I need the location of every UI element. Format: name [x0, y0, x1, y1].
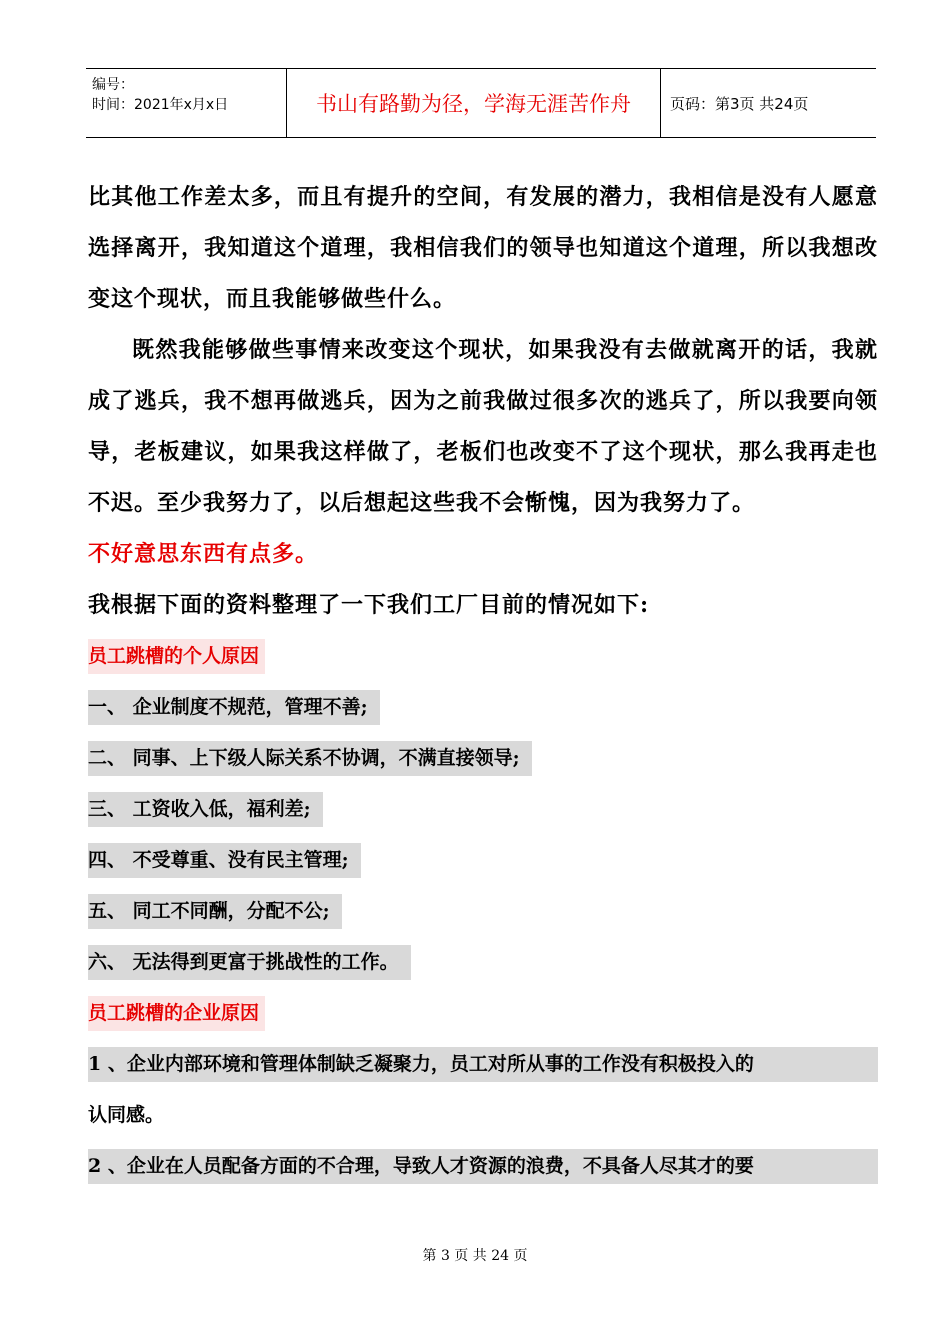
page-footer: 第 3 页 共 24 页 — [422, 1248, 528, 1264]
list-item — [88, 792, 878, 827]
list-item-text: 五、 同工不同酬，分配不公; — [88, 894, 342, 929]
list-item — [88, 1047, 878, 1082]
list-item-text: 1 、企业内部环境和管理体制缺乏凝聚力，员工对所从事的工作没有积极投入的 — [88, 1053, 754, 1075]
list-item — [88, 894, 878, 929]
list-item-text: 2 、企业在人员配备方面的不合理，导致人才资源的浪费，不具备人尽其才的要 — [88, 1155, 754, 1177]
section2-title-text: 员工跳槽的企业原因 — [88, 996, 265, 1031]
section1-title — [88, 639, 878, 674]
page-header — [86, 68, 876, 138]
list-item-text: 二、 同事、上下级人际关系不协调，不满直接领导; — [88, 741, 532, 776]
section1-title-text: 员工跳槽的个人原因 — [88, 639, 265, 674]
list-item-text: 三、 工资收入低，福利差; — [88, 792, 323, 827]
section2-title — [88, 996, 878, 1031]
paragraph-1: 比其他工作差太多，而且有提升的空间，有发展的潜力，我相信是没有人愿意选择离开，我知道这个道理，我相信我们的领导也知道这个道理，所以我想改变这个现状，而且我能够做些什么。 — [88, 184, 878, 312]
list-item-text: 六、 无法得到更富于挑战性的工作。 — [88, 945, 411, 980]
header-meta — [86, 69, 286, 137]
header-time: 时间：2021年x月x日 — [92, 97, 229, 113]
apology-line: 不好意思东西有点多。 — [88, 541, 319, 567]
list-item — [88, 1149, 878, 1184]
list-item — [88, 945, 878, 980]
paragraph-2: 既然我能够做些事情来改变这个现状，如果我没有去做就离开的话，我就成了逃兵，我不想再做逃兵，因为之前我做过很多次的逃兵了，所以我要向领导，老板建议，如果我这样做了，老板们也改变不了这个现状，那么我再走也不迟。至少我努力了，以后想起这些我不会惭愧，因为我努力了。 — [88, 337, 878, 516]
intro-line: 我根据下面的资料整理了一下我们工厂目前的情况如下: — [88, 592, 650, 618]
header-number: 编号： — [92, 77, 134, 93]
list-item — [88, 843, 878, 878]
header-motto: 书山有路勤为径，学海无涯苦作舟 — [286, 69, 661, 137]
list-item-text: 四、 不受尊重、没有民主管理; — [88, 843, 361, 878]
list-item-continuation — [88, 1098, 878, 1133]
document-body — [88, 172, 878, 1200]
list-item-text: 一、 企业制度不规范，管理不善; — [88, 690, 380, 725]
list-item-text: 认同感。 — [88, 1104, 165, 1126]
list-item — [88, 690, 878, 725]
header-page: 页码：第3页 共24页 — [670, 94, 809, 113]
list-item — [88, 741, 878, 776]
